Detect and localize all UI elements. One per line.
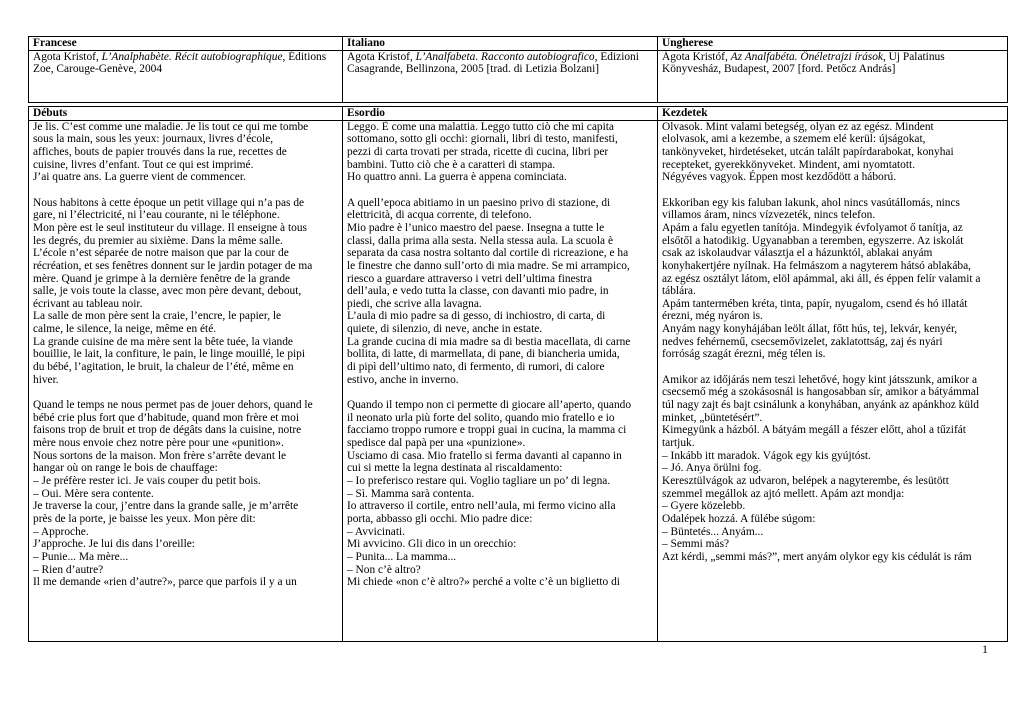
page-number: 1 xyxy=(982,642,988,656)
ref-publisher: , Edizioni Casagrande, Bellinzona, 2005 [trad. di Letizia Bolzani] xyxy=(347,50,639,76)
text-table xyxy=(28,106,1008,642)
ref-author: Agota Kristof, xyxy=(33,50,102,63)
ref-publisher: , Új Palatinus Könyvesház, Budapest, 2007 [ford. Petőcz András] xyxy=(662,50,945,76)
paragraph: Je lis. C’est comme une maladie. Je lis tout ce qui me tombe sous la main, sous les yeux: journaux, livres d’école, affiches, bouts de papier trouvés dans la rue, recettes de cuisine, livres d’enfant. Tout ce qui est imprimé. J’ai quatre ans. La guerre vient de commencer. xyxy=(33,120,309,184)
column-header-hungarian: Ungherese xyxy=(658,37,1008,51)
section-title-french: Débuts xyxy=(29,107,343,121)
column-header-french: Francese xyxy=(29,37,343,51)
paragraph: Nous habitons à cette époque un petit village qui n’a pas de gare, ni l’électricité, ni l’eau courante, ni le téléphone. Mon père est le seul instituteur du village. Il enseigne à tous les degrés, du premier au sixième. Dans la même salle. L’école n’est séparée de notre maison que par la cour de récréation, et ses fenêtres donnent sur le jardin potager de ma mère. Quand je grimpe à la dernière fenêtre de la grande salle, je vois toute la classe, avec mon père devant, debout, écrivant au tableau noir. La salle de mon père sent la craie, l’encre, le papier, le calme, le silence, la neige, même en été. La grande cuisine de ma mère sent la bête tuée, la viande bouillie, le lait, la confiture, le pain, le linge mouillé, le pipi du bébé, l’agitation, le bruit, la chaleur de l’été, même en hiver. xyxy=(33,196,313,386)
paragraph: Leggo. È come una malattia. Leggo tutto ciò che mi capita sottomano, sotto gli occhi: giornali, libri di testo, manifesti, pezzi di carta trovati per strada, ricette di cucina, libri per bambini. Tutto ciò che è a caratteri di stampa. Ho quattro anni. La guerra è appena cominciata. xyxy=(347,120,618,184)
reference-italian xyxy=(343,50,658,102)
header-table xyxy=(28,36,1008,103)
paragraph: Olvasok. Mint valami betegség, olyan ez az egész. Mindent elolvasok, ami a kezembe, a szemem elé kerül: újságokat, tankönyveket, hirdetéseket, utcán talált papírdarabokat, konyhai recepteket, gyerekkönyveket. Mindent, ami nyomtatott. Négyéves vagyok. Éppen most kezdődött a háború. xyxy=(662,120,954,184)
paragraph: Ekkoriban egy kis faluban lakunk, ahol nincs vasútállomás, nincs villamos áram, nincs vízvezeték, nincs telefon. Apám a falu egyetlen tanítója. Mindegyik évfolyamot ő tanítja, az elsőtől a hatodikig. Ugyanabban a teremben, egyszerre. Az iskolát csak az iskolaudvar választja el a házunktól, ablakai anyám konyhakertjére nyílnak. Ha felmászom a nagyterem hátsó ablakába, az egész osztályt látom, elöl apámmal, aki áll, és éppen felír valamit a táblára. Apám tantermében kréta, tinta, papír, nyugalom, csend és hó illatát érezni, még nyáron is. Anyám nagy konyhájában leölt állat, főtt hús, tej, lekvár, kenyér, nedves fehérnemű, csecsemővizelet, zaklatottság, zaj és nyári forróság szagát érezni, még télen is. xyxy=(662,196,981,361)
paragraph: Quand le temps ne nous permet pas de jouer dehors, quand le bébé crie plus fort que d’habitude, quand mon frère et moi faisons trop de bruit et trop de dégâts dans la cuisine, notre mère nous envoie chez notre père pour une «punition». Nous sortons de la maison. Mon frère s’arrête devant le hangar où on range le bois de chauffage: – Je préfère rester ici. Je vais couper du petit bois. – Oui. Mère sera contente. Je traverse la cour, j’entre dans la grande salle, je m’arrête près de la porte, je baisse les yeux. Mon père dit: – Approche. J’approche. Je lui dis dans l’oreille: – Punie... Ma mère... – Rien d’autre? Il me demande «rien d’autre?», parce que parfois il y a un xyxy=(33,399,313,589)
ref-title: Az Analfabéta. Önéletrajzi írások xyxy=(730,50,883,63)
paragraph: A quell’epoca abitiamo in un paesino privo di stazione, di elettricità, di acqua corrente, di telefono. Mio padre è l’unico maestro del paese. Insegna a tutte le classi, dalla prima alla sesta. Nella stessa aula. La scuola è separata da casa nostra soltanto dal cortile di ricreazione, e ha le finestre che danno sull’orto di mia madre. Se mi arrampico, riesco a guardare attraverso i vetri dell’ultima finestra dell’aula, e vedo tutta la classe, con davanti mio padre, in piedi, che scrive alla lavagna. L’aula di mio padre sa di gesso, di inchiostro, di carta, di quiete, di silenzio, di neve, anche in estate. La grande cucina di mia madre sa di bestia macellata, di carne bollita, di latte, di marmellata, di pane, di biancheria umida, di pipì dell’ultimo nato, di fermento, di rumori, di calore estivo, anche in inverno. xyxy=(347,196,631,386)
ref-title: L’Analphabète. Récit autobiographique xyxy=(101,50,283,63)
section-title-italian: Esordio xyxy=(343,107,658,121)
ref-author: Ágota Kristóf, xyxy=(662,50,731,63)
section-title-hungarian: Kezdetek xyxy=(658,107,1008,121)
reference-french xyxy=(29,50,343,102)
ref-title: L’Analfabeta. Racconto autobiografico xyxy=(415,50,595,63)
reference-hungarian xyxy=(658,50,1008,102)
text-cell-french xyxy=(29,120,343,641)
ref-publisher: , Éditions Zoe, Carouge-Genève, 2004 xyxy=(33,50,327,76)
column-header-italian: Italiano xyxy=(343,37,658,51)
text-cell-hungarian xyxy=(658,120,1008,641)
ref-author: Agota Kristof, xyxy=(347,50,416,63)
paragraph: Quando il tempo non ci permette di giocare all’aperto, quando il neonato urla più forte del solito, quando mio fratello e io facciamo troppo rumore e troppi guai in cucina, la mamma ci spedisce dal papà per una «punizione». Usciamo di casa. Mio fratello si ferma davanti al capanno in cui si mette la legna destinata al riscaldamento: – Io preferisco restare qui. Voglio tagliare un po’ di legna. – Sì. Mamma sarà contenta. Io attraverso il cortile, entro nell’aula, mi fermo vicino alla porta, abbasso gli occhi. Mio padre dice: – Avvicinati. Mi avvicino. Gli dico in un orecchio: – Punita... La mamma... – Non c’è altro? Mi chiede «non c’è altro?» perché a volte c’è un biglietto di xyxy=(347,399,632,589)
paragraph: Amikor az időjárás nem teszi lehetővé, hogy kint játsszunk, amikor a csecsemő még a szokásosnál is hangosabban sír, amikor a bátyámmal túl nagy zajt és bajt csinálunk a konyhában, anyánk az apánkhoz küld minket, „büntetésért”. Kimegyünk a házból. A bátyám megáll a fészer előtt, ahol a tűzifát tartjuk. – Inkább itt maradok. Vágok egy kis gyújtóst. – Jó. Anya örülni fog. Keresztülvágok az udvaron, belépek a nagyterembe, és lesütött szemmel megállok az ajtó mellett. Apám azt mondja: – Gyere közelebb. Odalépek hozzá. A fülébe súgom: – Büntetés... Anyám... – Semmi más? Azt kérdi, „semmi más?”, mert anyám olykor egy kis cédulát is rám xyxy=(662,373,980,563)
text-cell-italian xyxy=(343,120,658,641)
